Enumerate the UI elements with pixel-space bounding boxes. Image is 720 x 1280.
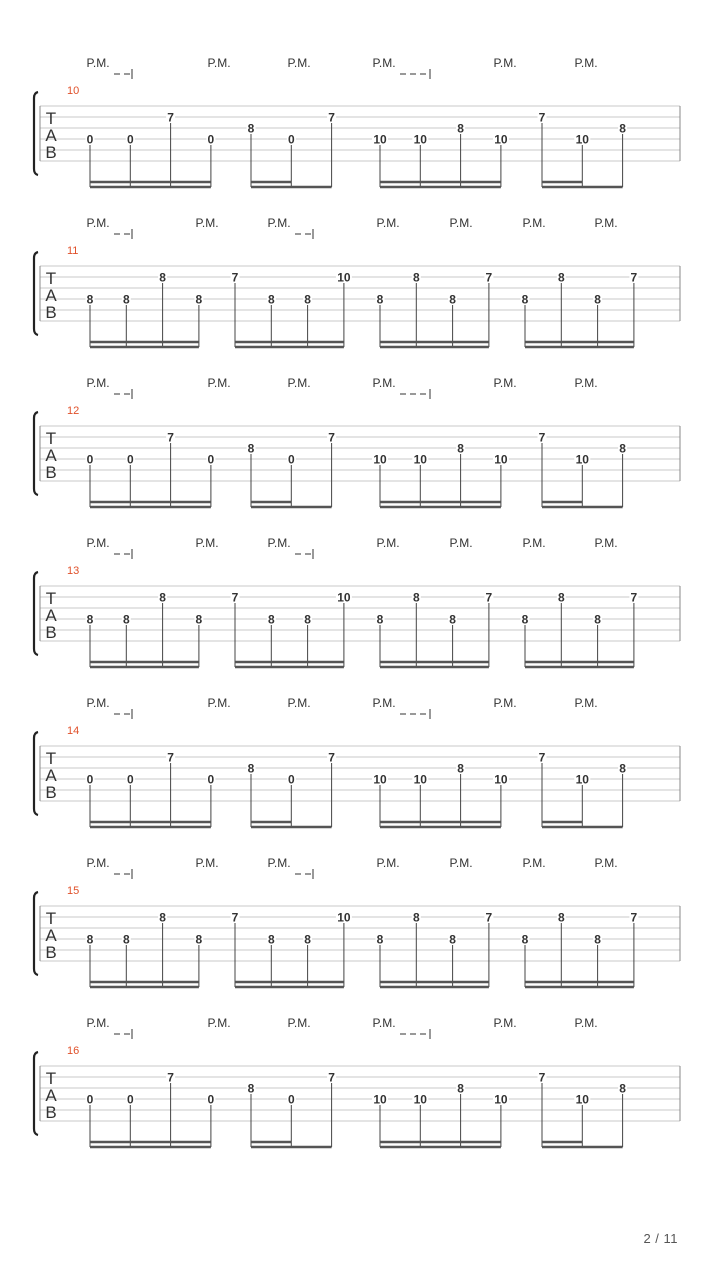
fret-number: 8 — [521, 932, 529, 947]
palm-mute-label: P.M. — [207, 1016, 231, 1030]
system-bracket — [34, 92, 38, 175]
palm-mute-label: P.M. — [267, 536, 291, 550]
palm-mute-label: P.M. — [493, 1016, 517, 1030]
palm-mute-label: P.M. — [372, 1016, 396, 1030]
fret-number: 10 — [413, 772, 427, 787]
tab-clef-letter: A — [45, 1086, 57, 1105]
fret-number: 10 — [575, 452, 589, 467]
measure-number: 16 — [67, 1045, 80, 1057]
palm-mute-label: P.M. — [86, 376, 110, 390]
palm-mute-label: P.M. — [207, 56, 231, 70]
fret-number: 7 — [630, 270, 638, 285]
fret-number: 8 — [122, 932, 130, 947]
fret-number: 8 — [619, 1081, 626, 1096]
tab-clef-letter: T — [45, 109, 57, 128]
palm-mute-label: P.M. — [86, 1016, 110, 1030]
fret-number: 8 — [521, 612, 529, 627]
fret-number: 8 — [376, 612, 384, 627]
fret-number: 10 — [373, 772, 387, 787]
fret-number: 7 — [630, 910, 638, 925]
fret-number: 10 — [373, 452, 387, 467]
tab-clef-letter: B — [45, 623, 57, 642]
palm-mute-label: P.M. — [207, 376, 231, 390]
fret-number: 8 — [86, 612, 94, 627]
tab-clef-letter: B — [45, 463, 57, 482]
palm-mute-label: P.M. — [86, 856, 110, 870]
fret-number: 8 — [412, 590, 420, 605]
measure-number: 13 — [67, 565, 80, 577]
palm-mute-label: P.M. — [594, 856, 618, 870]
fret-number: 10 — [373, 1092, 387, 1107]
fret-number: 8 — [247, 1081, 255, 1096]
tab-clef-letter: T — [45, 589, 57, 608]
tab-system — [34, 376, 680, 507]
fret-number: 8 — [247, 441, 255, 456]
fret-number: 7 — [167, 110, 174, 125]
fret-number: 0 — [207, 132, 215, 147]
palm-mute-label: P.M. — [372, 696, 396, 710]
palm-mute-label: P.M. — [449, 216, 473, 230]
palm-mute-label: P.M. — [376, 856, 400, 870]
measure-number: 12 — [67, 405, 80, 417]
fret-number: 8 — [449, 612, 456, 627]
fret-number: 8 — [195, 612, 203, 627]
fret-number: 8 — [412, 270, 420, 285]
fret-number: 8 — [247, 761, 255, 776]
fret-number: 8 — [557, 910, 565, 925]
fret-number: 8 — [304, 612, 311, 627]
palm-mute-label: P.M. — [574, 376, 598, 390]
fret-number: 8 — [304, 292, 311, 307]
fret-number: 8 — [619, 121, 626, 136]
tab-system — [34, 536, 680, 667]
tab-clef-letter: A — [45, 766, 57, 785]
fret-number: 8 — [521, 292, 529, 307]
tab-system — [34, 1016, 680, 1147]
tab-clef-letter: B — [45, 1103, 57, 1122]
palm-mute-label: P.M. — [287, 56, 311, 70]
fret-number: 8 — [557, 590, 565, 605]
palm-mute-label: P.M. — [522, 216, 546, 230]
fret-number: 0 — [126, 1092, 134, 1107]
fret-number: 7 — [485, 910, 493, 925]
fret-number: 8 — [457, 761, 464, 776]
fret-number: 7 — [167, 750, 174, 765]
fret-number: 0 — [207, 1092, 215, 1107]
fret-number: 8 — [195, 932, 203, 947]
fret-number: 8 — [304, 932, 311, 947]
fret-number: 7 — [538, 750, 546, 765]
fret-number: 7 — [328, 430, 335, 445]
tab-clef-letter: A — [45, 126, 57, 145]
palm-mute-label: P.M. — [594, 216, 618, 230]
fret-number: 7 — [231, 590, 239, 605]
palm-mute-label: P.M. — [574, 696, 598, 710]
system-bracket — [34, 252, 38, 335]
fret-number: 8 — [457, 121, 464, 136]
tab-clef-letter: T — [45, 749, 57, 768]
measure-number: 11 — [67, 245, 79, 257]
fret-number: 10 — [413, 132, 427, 147]
fret-number: 10 — [494, 452, 508, 467]
palm-mute-label: P.M. — [287, 376, 311, 390]
palm-mute-label: P.M. — [372, 376, 396, 390]
fret-number: 0 — [126, 452, 134, 467]
palm-mute-label: P.M. — [86, 696, 110, 710]
fret-number: 10 — [494, 772, 508, 787]
palm-mute-label: P.M. — [195, 856, 219, 870]
fret-number: 8 — [594, 932, 601, 947]
palm-mute-label: P.M. — [574, 56, 598, 70]
fret-number: 8 — [159, 910, 166, 925]
tab-clef-letter: T — [45, 909, 57, 928]
fret-number: 8 — [159, 270, 166, 285]
fret-number: 8 — [195, 292, 203, 307]
fret-number: 7 — [538, 430, 546, 445]
tab-system — [34, 696, 680, 827]
fret-number: 0 — [126, 772, 134, 787]
fret-number: 10 — [575, 132, 589, 147]
palm-mute-label: P.M. — [376, 216, 400, 230]
palm-mute-label: P.M. — [195, 216, 219, 230]
palm-mute-label: P.M. — [522, 536, 546, 550]
palm-mute-label: P.M. — [86, 216, 110, 230]
fret-number: 0 — [287, 452, 295, 467]
fret-number: 10 — [373, 132, 387, 147]
fret-number: 8 — [449, 292, 456, 307]
fret-number: 7 — [485, 270, 493, 285]
tab-clef-letter: B — [45, 943, 57, 962]
system-bracket — [34, 572, 38, 655]
tab-system — [34, 856, 680, 987]
palm-mute-label: P.M. — [449, 536, 473, 550]
fret-number: 8 — [557, 270, 565, 285]
palm-mute-label: P.M. — [493, 376, 517, 390]
palm-mute-label: P.M. — [522, 856, 546, 870]
fret-number: 8 — [267, 612, 275, 627]
tab-clef-letter: B — [45, 303, 57, 322]
page-indicator: 2 / 11 — [643, 1231, 678, 1246]
fret-number: 10 — [575, 1092, 589, 1107]
measure-number: 15 — [67, 885, 80, 897]
fret-number: 8 — [376, 292, 384, 307]
palm-mute-label: P.M. — [574, 1016, 598, 1030]
fret-number: 10 — [494, 1092, 508, 1107]
tab-system — [34, 56, 680, 187]
palm-mute-label: P.M. — [493, 696, 517, 710]
tab-clef-letter: A — [45, 446, 57, 465]
fret-number: 0 — [86, 452, 94, 467]
palm-mute-label: P.M. — [207, 696, 231, 710]
fret-number: 7 — [231, 910, 239, 925]
fret-number: 8 — [86, 292, 94, 307]
palm-mute-label: P.M. — [449, 856, 473, 870]
system-bracket — [34, 732, 38, 815]
palm-mute-label: P.M. — [594, 536, 618, 550]
palm-mute-label: P.M. — [267, 216, 291, 230]
fret-number: 0 — [287, 772, 295, 787]
fret-number: 8 — [412, 910, 420, 925]
fret-number: 8 — [86, 932, 94, 947]
fret-number: 10 — [494, 132, 508, 147]
fret-number: 7 — [538, 1070, 546, 1085]
fret-number: 8 — [619, 441, 626, 456]
tab-clef-letter: T — [45, 429, 57, 448]
tab-clef-letter: T — [45, 1069, 57, 1088]
measure-number: 14 — [67, 725, 80, 737]
fret-number: 0 — [207, 772, 215, 787]
fret-number: 0 — [86, 772, 94, 787]
fret-number: 8 — [619, 761, 626, 776]
fret-number: 0 — [207, 452, 215, 467]
system-bracket — [34, 412, 38, 495]
fret-number: 8 — [267, 932, 275, 947]
measure-number: 10 — [67, 85, 80, 97]
palm-mute-label: P.M. — [267, 856, 291, 870]
fret-number: 8 — [159, 590, 166, 605]
palm-mute-label: P.M. — [376, 536, 400, 550]
fret-number: 8 — [122, 292, 130, 307]
fret-number: 8 — [247, 121, 255, 136]
system-bracket — [34, 892, 38, 975]
fret-number: 10 — [413, 452, 427, 467]
fret-number: 7 — [328, 750, 335, 765]
fret-number: 8 — [457, 1081, 464, 1096]
palm-mute-label: P.M. — [195, 536, 219, 550]
fret-number: 10 — [575, 772, 589, 787]
fret-number: 8 — [594, 612, 601, 627]
fret-number: 0 — [86, 1092, 94, 1107]
palm-mute-label: P.M. — [86, 56, 110, 70]
fret-number: 8 — [457, 441, 464, 456]
fret-number: 7 — [231, 270, 239, 285]
system-bracket — [34, 1052, 38, 1135]
fret-number: 10 — [337, 270, 351, 285]
palm-mute-label: P.M. — [287, 1016, 311, 1030]
tab-system — [34, 216, 680, 347]
fret-number: 8 — [594, 292, 601, 307]
palm-mute-label: P.M. — [86, 536, 110, 550]
fret-number: 8 — [122, 612, 130, 627]
tab-clef-letter: A — [45, 926, 57, 945]
fret-number: 0 — [287, 132, 295, 147]
fret-number: 7 — [630, 590, 638, 605]
tab-clef-letter: A — [45, 606, 57, 625]
fret-number: 7 — [328, 1070, 335, 1085]
fret-number: 10 — [337, 590, 351, 605]
tab-clef-letter: T — [45, 269, 57, 288]
fret-number: 8 — [267, 292, 275, 307]
fret-number: 7 — [167, 430, 174, 445]
fret-number: 8 — [449, 932, 456, 947]
tab-clef-letter: B — [45, 783, 57, 802]
fret-number: 0 — [86, 132, 94, 147]
tab-clef-letter: A — [45, 286, 57, 305]
fret-number: 7 — [328, 110, 335, 125]
fret-number: 0 — [287, 1092, 295, 1107]
fret-number: 0 — [126, 132, 134, 147]
fret-number: 7 — [485, 590, 493, 605]
fret-number: 8 — [376, 932, 384, 947]
fret-number: 7 — [538, 110, 546, 125]
fret-number: 7 — [167, 1070, 174, 1085]
fret-number: 10 — [337, 910, 351, 925]
fret-number: 10 — [413, 1092, 427, 1107]
palm-mute-label: P.M. — [287, 696, 311, 710]
palm-mute-label: P.M. — [493, 56, 517, 70]
tab-clef-letter: B — [45, 143, 57, 162]
palm-mute-label: P.M. — [372, 56, 396, 70]
